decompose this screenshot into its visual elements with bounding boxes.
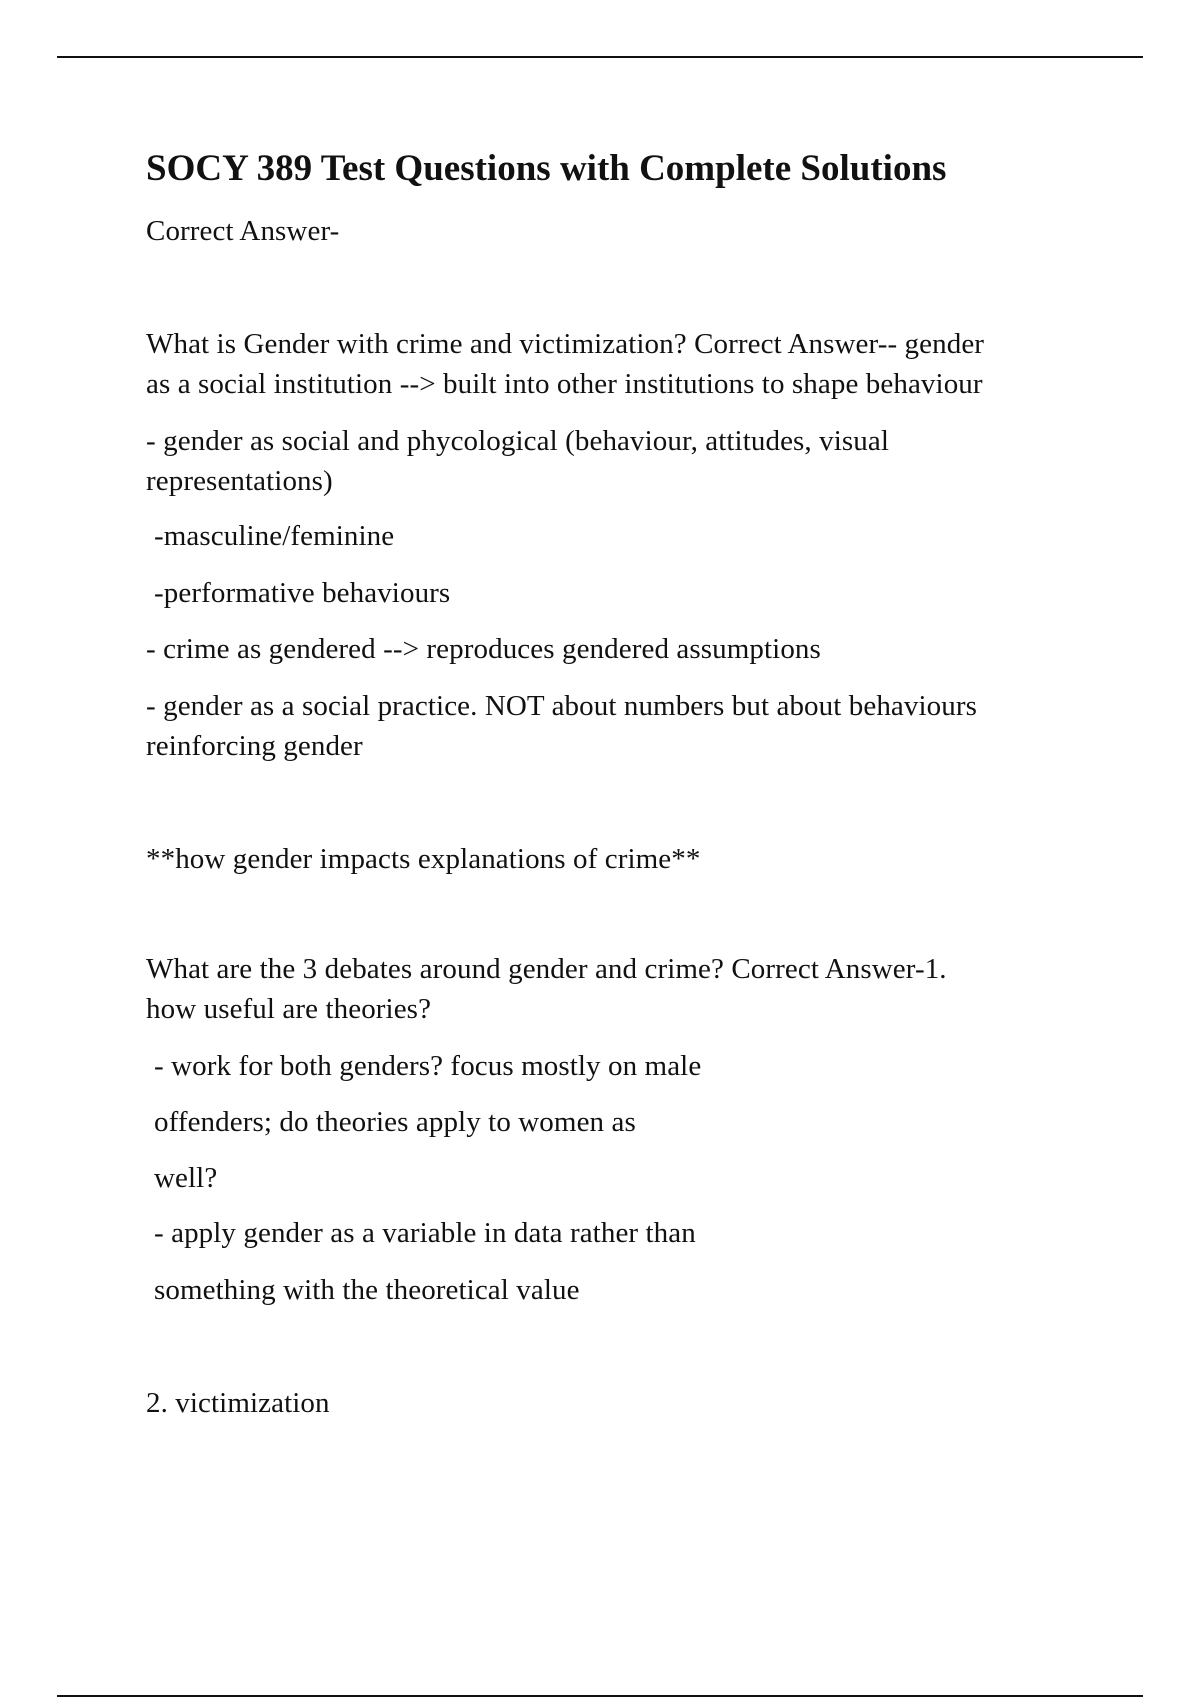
q1-line-7: - crime as gendered --> reproduces gendered assumptions — [146, 633, 821, 665]
q1-line-4: representations) — [146, 465, 333, 497]
q2-line-5: well? — [154, 1162, 218, 1194]
q2-line-6: - apply gender as a variable in data rather than — [154, 1217, 696, 1249]
q1-note: **how gender impacts explanations of crime** — [146, 843, 701, 875]
q2-line-2: how useful are theories? — [146, 993, 432, 1025]
q1-line-1: What is Gender with crime and victimization? Correct Answer-- gender — [146, 328, 985, 360]
q2-line-4: offenders; do theories apply to women as — [154, 1106, 636, 1138]
q1-line-8: - gender as a social practice. NOT about numbers but about behaviours — [146, 690, 977, 722]
q2-line-3: - work for both genders? focus mostly on male — [154, 1050, 702, 1082]
q2-line-8: 2. victimization — [146, 1387, 330, 1419]
q1-line-3: - gender as social and phycological (behaviour, attitudes, visual — [146, 425, 889, 457]
q1-line-6: -performative behaviours — [154, 577, 451, 609]
q1-line-9: reinforcing gender — [146, 730, 363, 762]
bottom-divider — [57, 1695, 1143, 1697]
q2-line-7: something with the theoretical value — [154, 1274, 580, 1306]
q1-line-5: -masculine/feminine — [154, 520, 395, 552]
q1-line-2: as a social institution --> built into other institutions to shape behaviour — [146, 368, 983, 400]
intro-answer: Correct Answer- — [146, 215, 340, 247]
document-title: SOCY 389 Test Questions with Complete Solutions — [146, 148, 947, 189]
q2-line-1: What are the 3 debates around gender and crime? Correct Answer-1. — [146, 953, 947, 985]
top-divider — [57, 56, 1143, 58]
